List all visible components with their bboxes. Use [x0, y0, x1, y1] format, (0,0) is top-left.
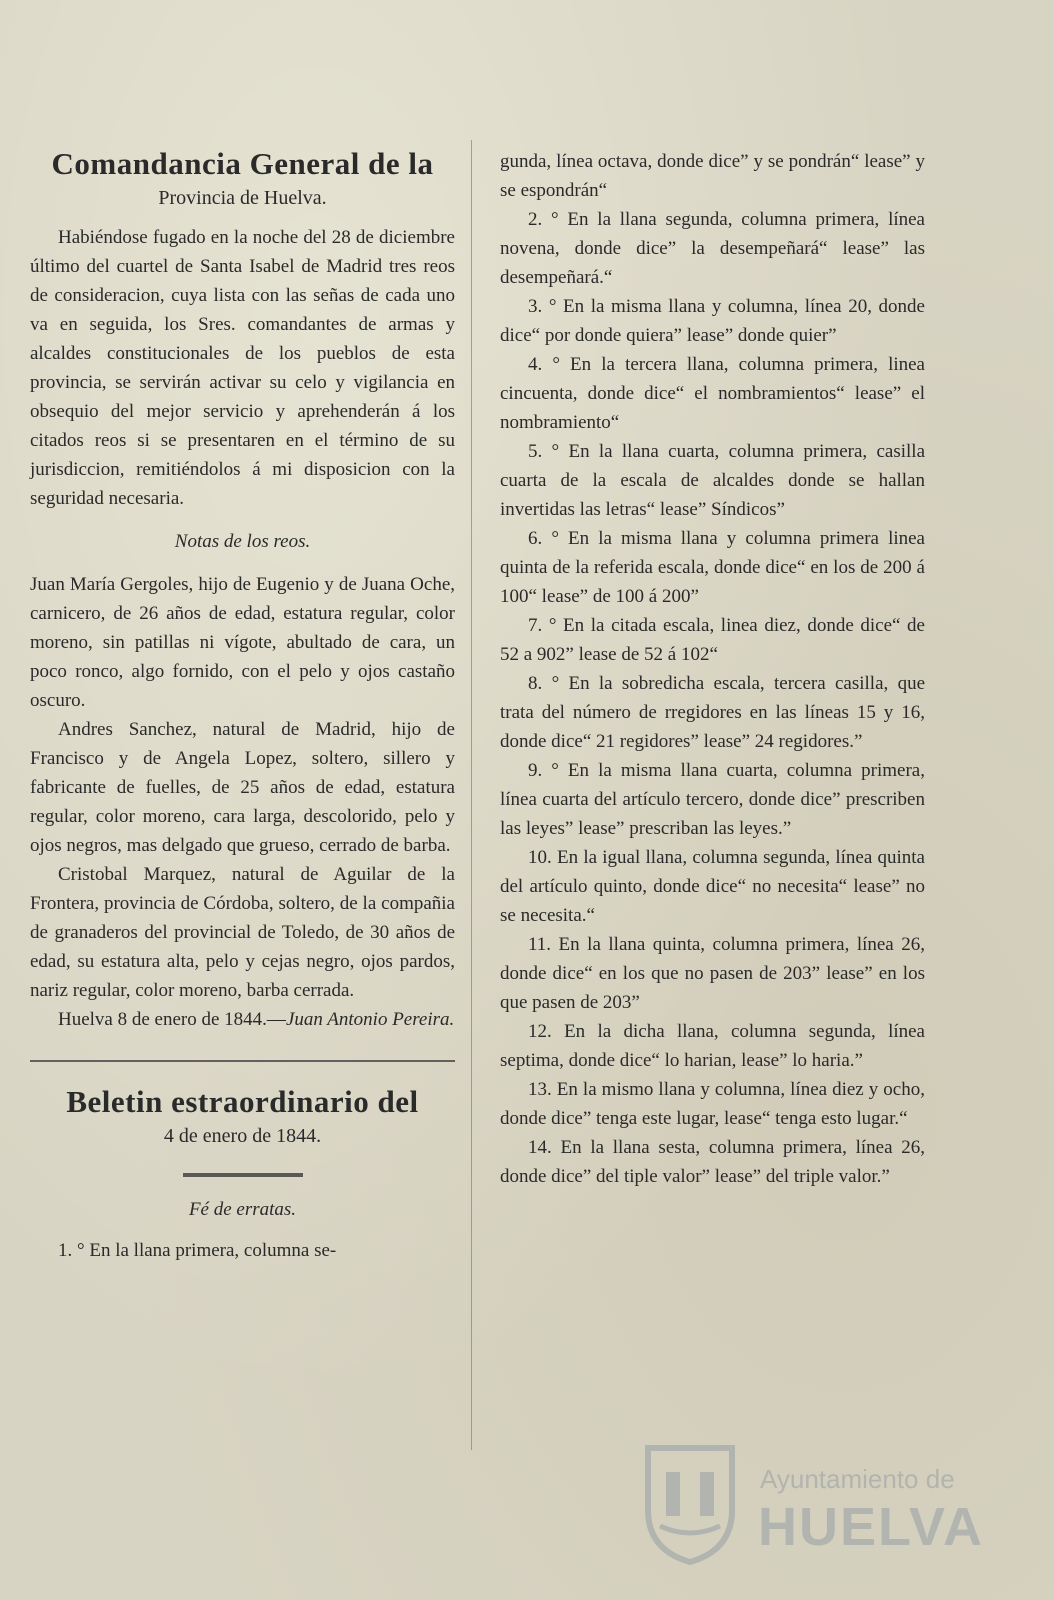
page-subtitle: Provincia de Huelva.	[158, 187, 327, 209]
left-column	[30, 130, 455, 1265]
errata-item-12: 12. En la dicha llana, columna segunda, línea septima, donde dice“ lo harian, lease” lo haria.”	[500, 1021, 925, 1071]
errata-item-11: 11. En la llana quinta, columna primera, línea 26, donde dice“ en los que no pasen de 203” lease” en los que pasen de 203”	[500, 934, 925, 1013]
bulletin-title: Beletin estraordinario del	[66, 1084, 419, 1119]
errata-item-6: 6. ° En la misma llana y columna primera linea quinta de la referida escala, donde dice“ en los de 200 á 100“ lease” de 100 á 200”	[500, 528, 925, 607]
watermark-line-1: Ayuntamiento de	[760, 1464, 955, 1494]
signature-name: Juan Antonio Pereira.	[285, 1009, 455, 1030]
errata-item-5: 5. ° En la llana cuarta, columna primera, casilla cuarta de la escala de alcaldes donde se hallan invertidas las letras“ lease” Síndicos”	[500, 441, 925, 520]
errata-item-7: 7. ° En la citada escala, linea diez, donde dice“ de 52 a 902” lease de 52 á 102“	[500, 615, 925, 665]
errata-item-13: 13. En la mismo llana y columna, línea diez y ocho, donde dice” tenga este lugar, lease“ tenga esto lugar.“	[500, 1079, 925, 1129]
entry-cristobal-marquez: Cristobal Marquez, natural de Aguilar de la Frontera, provincia de Córdoba, soltero, de la compañia de granaderos del provincial de Toledo, de 30 años de edad, su estatura alta, pelo y cejas negro, ojos pardos, nariz regular, color moreno, barba cerrada.	[30, 864, 455, 1001]
errata-item-3: 3. ° En la misma llana y columna, línea 20, donde dice“ por donde quiera” lease” donde quier”	[500, 296, 925, 346]
entry-juan-maria: Juan María Gergoles, hijo de Eugenio y de Juana Oche, carnicero, de 26 años de edad, estatura regular, color moreno, sin patillas ni vígote, abultado de cara, un poco ronco, algo fornido, con el pelo y ojos castaño oscuro.	[30, 574, 455, 711]
errata-item-14: 14. En la llana sesta, columna primera, línea 26, donde dice” del tiple valor” lease” del triple valor.”	[500, 1137, 925, 1187]
errata-item-4: 4. ° En la tercera llana, columna primera, linea cincuenta, donde dice“ el nombramientos“ lease” el nombramiento“	[500, 354, 925, 433]
intro-paragraph: Habiéndose fugado en la noche del 28 de diciembre último del cuartel de Santa Isabel de Madrid tres reos de consideracion, cuya lista con las señas de cada uno va en seguida, los Sres. comandantes de armas y alcaldes constitucionales de los pueblos de esta provincia, se servirán activar su celo y vigilancia en obsequio del mejor servicio y aprehenderán á los citados reos si se presentaren en el término de su jurisdiccion, remitiéndolos á mi disposicion con la seguridad necesaria.	[30, 227, 455, 509]
section-divider	[30, 1060, 455, 1062]
errata-item-9: 9. ° En la misma llana cuarta, columna primera, línea cuarta del artículo tercero, donde dice” prescriben las leyes” lease” prescriban las leyes.”	[500, 760, 925, 839]
signature-place: Huelva 8 de enero de 1844.—	[58, 1009, 286, 1030]
right-column	[500, 147, 925, 1191]
errata-continuation: gunda, línea octava, donde dice” y se pondrán“ lease” y se espondrán“	[500, 151, 925, 201]
city-shield-icon	[640, 1440, 740, 1565]
ayuntamiento-watermark	[640, 1440, 1000, 1570]
entry-andres-sanchez: Andres Sanchez, natural de Madrid, hijo de Francisco y de Angela Lopez, soltero, sillero y fabricante de fuelles, de 25 años de edad, estatura regular, color moreno, cara larga, descolorido, pelo y ojos negros, mas delgado que grueso, cerrado de barba.	[30, 719, 455, 856]
errata-title: Fé de erratas.	[188, 1199, 297, 1220]
notes-title: Notas de los reos.	[174, 531, 311, 552]
signature	[30, 1005, 455, 1034]
watermark-line-2: HUELVA	[758, 1497, 984, 1557]
column-divider	[471, 140, 472, 1450]
errata-item-1: 1. ° En la llana primera, columna se-	[58, 1240, 337, 1261]
errata-item-2: 2. ° En la llana segunda, columna primera, línea novena, donde dice” la desempeñará“ lease” las desempeñará.“	[500, 209, 925, 288]
short-divider	[183, 1173, 303, 1177]
bulletin-date: 4 de enero de 1844.	[163, 1125, 322, 1147]
errata-item-8: 8. ° En la sobredicha escala, tercera casilla, que trata del número de rregidores en las líneas 15 y 16, donde dice“ 21 regidores” lease” 24 regidores.”	[500, 673, 925, 752]
errata-item-10: 10. En la igual llana, columna segunda, línea quinta del artículo quinto, donde dice“ no necesita“ lease” no se necesita.“	[500, 847, 925, 926]
page-title: Comandancia General de la	[51, 146, 434, 181]
